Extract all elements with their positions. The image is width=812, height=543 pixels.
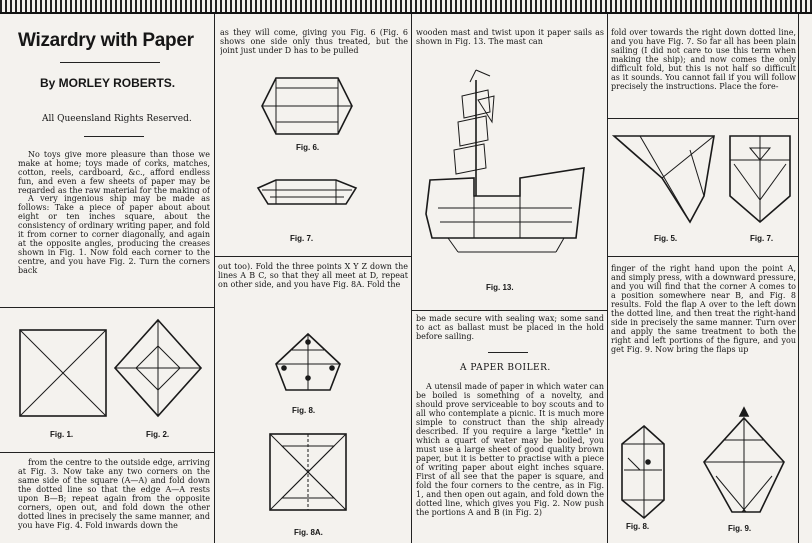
figure-caption: Fig. 1. [50,430,74,439]
paragraph: as they will come, giving you Fig. 6 (Fig. 6 shows one side only thus treated, but the joint just under D has to be pulled [220,28,408,55]
figure-caption: Fig. 2. [146,430,170,439]
figure-caption: Fig. 13. [486,283,514,292]
article-title: Wizardry with Paper [18,30,194,51]
rights-notice: All Queensland Rights Reserved. [42,114,192,124]
article-byline: By MORLEY ROBERTS. [40,76,176,90]
paragraph: A very ingenious ship may be made as follows: Take a piece of paper about about eight or ten inches square, about the consistency of ordinary writing paper, and fold it from corner to corner diagonally, and again at the opposite angles, producing the creases shown in Fig. 1. Now fold each corner to the centre, and you have Fig. 2. Turn the corners back [18,194,210,275]
figure-caption: Fig. 5. [654,234,678,243]
section-heading: A PAPER BOILER. [460,363,551,373]
paragraph: A utensil made of paper in which water can be boiled is something of a novelty, and should prove serviceable to boy scouts and to all who contemplate a picnic. It is much more simple to construct than the ship already described. If you require a large "kettle" in which a quart of water may be boiled, you must use a large sheet of good quality brown paper, but it is better to practise with a piece of writing paper about eight inches square. First of all see that the paper is square, and fold the four corners to the centre, as in Fig. 1, and then open out again, and fold down the dotted line, which gives you Fig. 2. Now push the portions A and B (in Fig. 2) [416,382,604,517]
figure-caption: Fig. 7. [750,234,774,243]
paragraph: finger of the right hand upon the point A, and simply press, with a downward pressure, and you will find that the corner A comes to a position somewhere near B, and Fig. 8 results. Fold the flap A over to the left down the dotted line, and then treat the right-hand side in precisely the same manner. Turn over and apply the same treatment to both the right and left portions of the figure, and you get Fig. 9. Now bring the flaps up [611,264,796,354]
paragraph: fold over towards the right down dotted line, and you have Fig. 7. So far all has been plain sailing (I did not care to use this term when making the ship); and now comes the only difficult fold, but this is not half so difficult as it sounds. You cannot fail if you will follow precisely the instructions. Place the fore- [611,28,796,91]
figure-caption: Fig. 8. [292,406,316,415]
paragraph: wooden mast and twist upon it paper sails as shown in Fig. 13. The mast can [416,28,604,46]
figure-caption: Fig. 6. [296,143,320,152]
figure-caption: Fig. 9. [728,524,752,533]
paragraph: from the centre to the outside edge, arriving at Fig. 3. Now take any two corners on the same side of the square (A—A) and fold down the dotted line so that the edge A—A rests upon B—B; repeat again from the opposite corners, open out, and fold down the other dotted lines in precisely the same manner, and you have Fig. 4. Fold inwards down the [18,458,210,530]
figure-caption: Fig. 8A. [294,528,323,537]
figure-caption: Fig. 7. [290,234,314,243]
paragraph: No toys give more pleasure than those we make at home; toys made of corks, matches, cotton, reels, cardboard, &c., afford endless fun, and even a few sheets of paper may be regarded as the raw material for the making of [18,150,210,194]
paragraph: be made secure with sealing wax; some sand to act as ballast must be placed in the hold before sailing. [416,314,604,341]
figure-caption: Fig. 8. [626,522,650,531]
paragraph: out too). Fold the three points X Y Z down the lines A B C, so that they all meet at D, repeat on other side, and you have Fig. 8A. Fold the [218,262,408,289]
